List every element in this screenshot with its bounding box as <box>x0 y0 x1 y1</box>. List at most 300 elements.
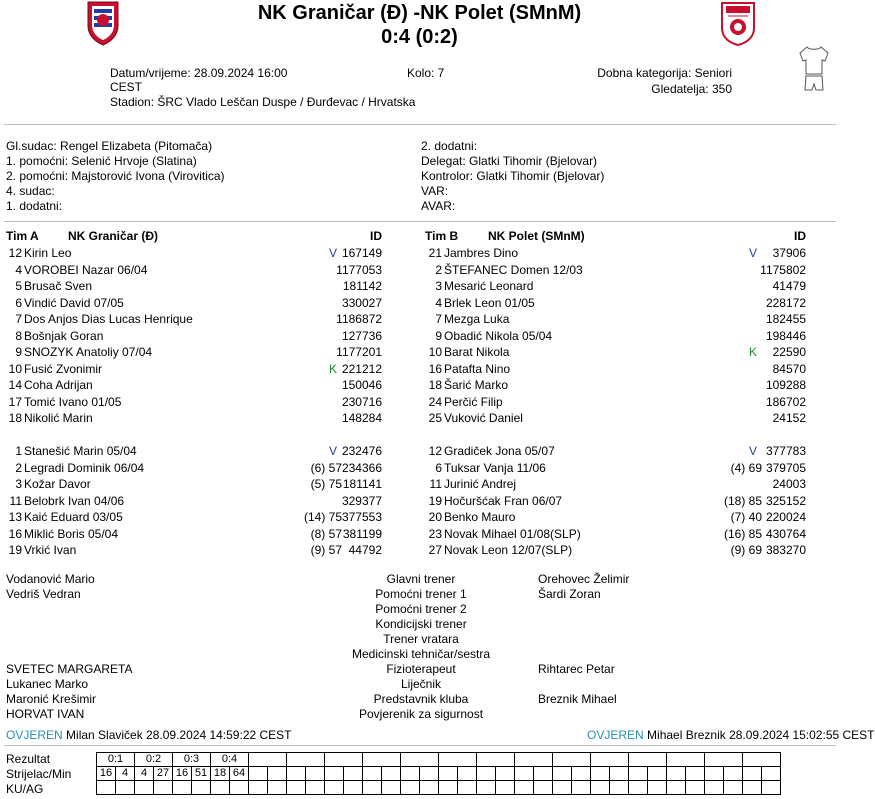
score-cell <box>287 753 325 767</box>
scorer-cell <box>610 767 629 781</box>
player-row <box>0 542 400 558</box>
player-id: 44792 <box>348 543 382 557</box>
player-row <box>420 476 820 492</box>
score-cell <box>667 753 705 767</box>
scorer-cell <box>325 767 344 781</box>
staff-role: Predstavnik kluba <box>373 692 469 706</box>
player-number: 9 <box>435 328 442 343</box>
card-cell <box>686 781 705 795</box>
card-cell <box>325 781 344 795</box>
player-id: 330027 <box>341 295 382 310</box>
staff-home: HORVAT IVAN <box>6 707 85 721</box>
card-cell <box>211 781 230 795</box>
card-cell <box>344 781 363 795</box>
player-id: 186702 <box>765 394 806 409</box>
score-cell <box>249 753 287 767</box>
player-number: 14 <box>8 378 22 392</box>
player-name: Nikolić Marin <box>24 411 93 425</box>
verification-right <box>587 728 875 743</box>
scorer-cell: 16 <box>97 767 116 781</box>
staff-role: Kondicijski trener <box>375 617 467 631</box>
player-name: Šarić Marko <box>444 378 509 392</box>
player-row <box>420 460 820 476</box>
staff-role: Trener vratara <box>383 632 459 646</box>
player-name: Jambres Dino <box>444 246 519 260</box>
player-number: 13 <box>8 510 22 524</box>
substitution-info: (7) 40 <box>730 510 762 524</box>
scorer-cell <box>287 767 306 781</box>
official: 2. pomoćni: Majstorović Ivona (Virovitica) <box>6 169 225 183</box>
score-cell: 0:3 <box>173 753 211 767</box>
player-name: Hočuršćak Fran 06/07 <box>444 493 563 508</box>
score-cell <box>515 753 553 767</box>
verified-text: Mihael Breznik 28.09.2024 15:02:55 CEST <box>647 728 875 742</box>
substitution-info: (8) 57 <box>310 526 342 541</box>
player-name: Vrkić Ivan <box>24 543 77 557</box>
player-row <box>420 262 820 278</box>
staff-home: SVETEC MARGARETA <box>6 662 133 676</box>
player-row <box>420 361 820 377</box>
player-name: Tuksar Vanja 11/06 <box>444 460 546 475</box>
player-number: 7 <box>435 312 442 326</box>
team-b-label: Tim B <box>425 229 459 243</box>
team-a-name: NK Graničar (Đ) <box>68 229 159 243</box>
player-number: 8 <box>15 328 22 343</box>
player-number: 2 <box>15 460 22 475</box>
substitution-info: (16) 85 <box>723 526 762 541</box>
player-name: Brlek Leon 01/05 <box>444 295 535 310</box>
player-id: 22590 <box>772 345 806 359</box>
player-id: 41479 <box>772 279 806 293</box>
player-name: SNOZYK Anatoliy 07/04 <box>24 345 153 359</box>
staff-home: Lukanec Marko <box>6 677 89 691</box>
player-id: 1175802 <box>760 262 806 277</box>
player-name: Jurinić Andrej <box>444 477 517 491</box>
staff-role: Povjerenik za sigurnost <box>358 707 484 721</box>
official: Delegat: Glatki Tihomir (Bjelovar) <box>421 154 598 168</box>
player-row <box>0 460 400 476</box>
goalkeeper-marker: V <box>328 246 337 260</box>
card-cell <box>724 781 743 795</box>
player-id: 329377 <box>341 493 382 508</box>
substitution-info: (9) 69 <box>730 543 762 557</box>
card-cell <box>420 781 439 795</box>
player-name: Mesarić Leonard <box>444 279 534 293</box>
player-id: 181142 <box>342 279 382 293</box>
player-id: 37906 <box>772 246 806 260</box>
scorer-cell <box>401 767 420 781</box>
player-number: 23 <box>428 526 442 541</box>
scorer-cell <box>306 767 325 781</box>
card-cell <box>268 781 287 795</box>
substitution-info: (18) 85 <box>723 493 762 508</box>
staff-role: Glavni trener <box>386 572 456 586</box>
player-row <box>420 245 820 261</box>
player-number: 19 <box>428 493 442 508</box>
player-id: 379705 <box>765 460 806 475</box>
card-cell <box>97 781 116 795</box>
match-stadium: Stadion: ŠRC Vlado Leščan Duspe / Đurđevac / Hrvatska <box>110 95 416 109</box>
scorer-cell <box>344 767 363 781</box>
player-number: 18 <box>428 378 442 392</box>
player-id: 220024 <box>765 510 806 524</box>
official: AVAR: <box>421 199 456 213</box>
player-row <box>420 509 820 525</box>
card-cell <box>306 781 325 795</box>
staff-away: Rihtarec Petar <box>538 662 615 676</box>
card-cell <box>572 781 591 795</box>
player-id: 232476 <box>341 444 382 458</box>
staff-away: Breznik Mihael <box>538 692 617 706</box>
substitution-info: (5) 75 <box>310 477 342 491</box>
player-name: Novak Leon 12/07(SLP) <box>444 543 573 557</box>
card-cell <box>458 781 477 795</box>
divider <box>4 124 836 125</box>
player-name: Mezga Luka <box>444 312 510 326</box>
player-id: 1186872 <box>336 312 382 326</box>
scorer-cell <box>458 767 477 781</box>
scorer-cell <box>572 767 591 781</box>
official: VAR: <box>421 184 449 198</box>
goalkeeper-marker: V <box>748 444 757 458</box>
score-cell: 0:4 <box>211 753 249 767</box>
score-cell <box>553 753 591 767</box>
player-number: 4 <box>15 262 22 277</box>
player-row <box>0 295 400 311</box>
scorer-cell <box>724 767 743 781</box>
scorer-cell <box>496 767 515 781</box>
player-id: 377553 <box>341 510 382 524</box>
scorer-cell: 51 <box>192 767 211 781</box>
scorer-cell: 4 <box>135 767 154 781</box>
player-row <box>0 245 400 261</box>
match-score: 0:4 (0:2) <box>381 26 458 48</box>
goalkeeper-marker: V <box>748 246 757 260</box>
card-cell <box>401 781 420 795</box>
official: Gl.sudac: Rengel Elizabeta (Pitomača) <box>6 139 213 153</box>
verified-label: OVJEREN <box>587 728 644 742</box>
match-date: Datum/vrijeme: 28.09.2024 16:00 <box>110 66 288 80</box>
player-number: 11 <box>9 493 22 508</box>
player-number: 25 <box>428 411 442 425</box>
substitution-info: (4) 69 <box>730 460 762 475</box>
official: 1. dodatni: <box>6 199 63 213</box>
player-name: Tomić Ivano 01/05 <box>24 394 122 409</box>
scorer-cell <box>743 767 762 781</box>
staff-away: Šardi Zoran <box>538 587 601 601</box>
player-name: Gradiček Jona 05/07 <box>444 444 555 458</box>
scorer-cell <box>477 767 496 781</box>
player-name: Legradi Dominik 06/04 <box>24 460 145 475</box>
card-cell <box>154 781 173 795</box>
player-name: Dos Anjos Dias Lucas Henrique <box>24 312 193 326</box>
substitution-info: (14) 75 <box>303 510 342 524</box>
player-row <box>0 509 400 525</box>
player-name: Novak Mihael 01/08(SLP) <box>444 526 581 541</box>
player-row <box>0 361 400 377</box>
staff-role: Liječnik <box>400 677 442 691</box>
player-row <box>0 493 400 509</box>
player-number: 17 <box>8 394 22 409</box>
player-name: Vindić David 07/05 <box>24 295 124 310</box>
scorer-cell: 18 <box>211 767 230 781</box>
score-cell <box>591 753 629 767</box>
player-number: 4 <box>435 295 442 310</box>
age-category: Dobna kategorija: Seniori <box>597 66 732 80</box>
team-a-label: Tim A <box>6 229 39 243</box>
jersey-icon <box>796 44 832 94</box>
player-number: 16 <box>428 361 442 376</box>
player-number: 3 <box>435 279 442 293</box>
scorer-cell <box>534 767 553 781</box>
verification-left <box>6 728 292 743</box>
player-name: Bošnjak Goran <box>24 328 104 343</box>
scorer-label: Strijelac/Min <box>6 767 72 781</box>
captain-marker: K <box>748 345 757 359</box>
player-id: 182455 <box>765 312 806 326</box>
player-name: Kaić Eduard 03/05 <box>24 510 123 524</box>
player-name: Kirin Leo <box>24 246 72 260</box>
scorer-cell <box>762 767 781 781</box>
scorer-cell <box>249 767 268 781</box>
player-name: Benko Mauro <box>444 510 516 524</box>
official: 2. dodatni: <box>421 139 478 153</box>
player-number: 1 <box>15 444 22 458</box>
scorer-cell <box>363 767 382 781</box>
player-id: 234366 <box>341 460 382 475</box>
player-row <box>0 443 400 459</box>
score-cell: 0:1 <box>97 753 135 767</box>
player-row <box>420 344 820 360</box>
result-label: Rezultat <box>6 752 51 766</box>
card-label: KU/AG <box>6 782 44 796</box>
staff-home: Vedriš Vedran <box>6 587 81 601</box>
player-id: 430764 <box>765 526 806 541</box>
card-cell <box>249 781 268 795</box>
card-cell <box>743 781 762 795</box>
scorer-cell <box>420 767 439 781</box>
player-number: 18 <box>8 411 22 425</box>
player-row <box>0 410 400 426</box>
player-id: 221212 <box>341 361 382 376</box>
player-row <box>0 311 400 327</box>
player-number: 7 <box>15 312 22 326</box>
player-row <box>420 328 820 344</box>
official: 1. pomoćni: Selenić Hrvoje (Slatina) <box>6 154 197 168</box>
card-cell <box>382 781 401 795</box>
player-number: 16 <box>8 526 22 541</box>
card-cell <box>629 781 648 795</box>
card-cell <box>515 781 534 795</box>
player-name: Patafta Nino <box>444 361 511 376</box>
card-cell <box>477 781 496 795</box>
goalkeeper-marker: V <box>328 444 337 458</box>
player-id: 198446 <box>765 328 806 343</box>
scorer-cell <box>705 767 724 781</box>
player-id: 230716 <box>341 394 382 409</box>
player-number: 10 <box>428 345 442 359</box>
score-cell <box>325 753 363 767</box>
player-number: 5 <box>15 279 22 293</box>
player-number: 27 <box>428 543 442 557</box>
score-cell <box>477 753 515 767</box>
player-row <box>420 493 820 509</box>
player-row <box>0 394 400 410</box>
scorer-cell <box>382 767 401 781</box>
player-number: 6 <box>435 460 442 475</box>
divider <box>4 745 836 746</box>
result-grid <box>96 752 781 795</box>
player-name: Stanešić Marin 05/04 <box>24 444 137 458</box>
card-cell <box>553 781 572 795</box>
player-id: 127736 <box>341 328 382 343</box>
match-date-tz: CEST <box>110 80 143 94</box>
score-cell: 0:2 <box>135 753 173 767</box>
score-cell <box>629 753 667 767</box>
card-cell <box>192 781 211 795</box>
player-name: Barat Nikola <box>444 345 510 359</box>
player-row <box>420 278 820 294</box>
player-name: Coha Adrijan <box>24 378 93 392</box>
scorer-cell <box>515 767 534 781</box>
player-name: Perčić Filip <box>444 394 503 409</box>
player-row <box>420 377 820 393</box>
player-number: 24 <box>428 394 442 409</box>
card-cell <box>135 781 154 795</box>
scorer-cell <box>591 767 610 781</box>
player-id: 1177053 <box>336 262 382 277</box>
card-cell <box>287 781 306 795</box>
staff-away: Orehovec Želimir <box>538 572 630 586</box>
team-b-name: NK Polet (SMnM) <box>488 229 585 243</box>
staff-home: Maronić Krešimir <box>6 692 97 706</box>
player-number: 6 <box>15 295 22 310</box>
player-id: 381199 <box>342 526 382 541</box>
score-cell <box>743 753 781 767</box>
scorer-cell: 4 <box>116 767 135 781</box>
card-cell <box>230 781 249 795</box>
player-name: Kožar Davor <box>24 477 91 491</box>
player-row <box>420 394 820 410</box>
scorer-cell <box>667 767 686 781</box>
player-id: 148284 <box>341 411 382 425</box>
card-cell <box>439 781 458 795</box>
player-id: 150046 <box>341 378 382 392</box>
player-name: ŠTEFANEC Domen 12/03 <box>444 262 583 277</box>
player-number: 21 <box>428 246 442 260</box>
match-round: Kolo: 7 <box>407 66 445 80</box>
player-number: 12 <box>428 444 442 458</box>
card-cell <box>591 781 610 795</box>
scorer-cell <box>629 767 648 781</box>
official: Kontrolor: Glatki Tihomir (Bjelovar) <box>421 169 605 183</box>
staff-role: Fizioterapeut <box>386 662 456 676</box>
player-id: 325152 <box>765 493 806 508</box>
verified-text: Milan Slaviček 28.09.2024 14:59:22 CEST <box>66 728 292 742</box>
player-row <box>0 328 400 344</box>
card-cell <box>363 781 382 795</box>
player-id: 181141 <box>342 477 382 491</box>
player-name: Vuković Daniel <box>444 411 523 425</box>
scorer-cell: 64 <box>230 767 249 781</box>
team-a-id-header: ID <box>370 229 382 243</box>
player-number: 19 <box>8 543 22 557</box>
player-number: 2 <box>435 262 442 277</box>
staff-home: Vodanović Mario <box>6 572 95 586</box>
player-id: 84570 <box>772 361 806 376</box>
player-row <box>420 295 820 311</box>
scorer-cell <box>439 767 458 781</box>
team-b-id-header: ID <box>794 229 806 243</box>
player-id: 167149 <box>341 246 382 260</box>
scorer-cell <box>686 767 705 781</box>
card-cell <box>762 781 781 795</box>
match-title: NK Graničar (Đ) -NK Polet (SMnM) <box>257 2 582 24</box>
player-row <box>420 542 820 558</box>
player-id: 24152 <box>772 411 806 425</box>
player-id: 24003 <box>772 477 806 491</box>
player-number: 11 <box>429 477 442 491</box>
card-cell <box>705 781 724 795</box>
substitution-info: (9) 57 <box>310 543 342 557</box>
captain-marker: K <box>328 361 337 376</box>
player-row <box>0 476 400 492</box>
card-cell <box>648 781 667 795</box>
staff-role: Pomoćni trener 1 <box>375 587 467 601</box>
player-name: Fusić Zvonimir <box>24 361 103 376</box>
official: 4. sudac: <box>6 184 55 198</box>
scorer-cell <box>553 767 572 781</box>
player-row <box>0 278 400 294</box>
score-cell <box>705 753 743 767</box>
spectators: Gledatelja: 350 <box>651 82 732 96</box>
player-row <box>0 377 400 393</box>
player-number: 10 <box>8 361 22 376</box>
staff-role: Pomoćni trener 2 <box>375 602 467 616</box>
staff-role: Medicinski tehničar/sestra <box>351 647 491 661</box>
player-number: 3 <box>15 477 22 491</box>
scorer-cell: 16 <box>173 767 192 781</box>
player-name: VOROBEI Nazar 06/04 <box>24 262 148 277</box>
player-name: Obadić Nikola 05/04 <box>444 328 553 343</box>
player-row <box>420 410 820 426</box>
substitution-info: (6) 57 <box>310 460 342 475</box>
player-row <box>420 526 820 542</box>
player-row <box>420 311 820 327</box>
card-cell <box>116 781 135 795</box>
card-cell <box>534 781 553 795</box>
player-number: 9 <box>15 345 22 359</box>
scorer-cell <box>648 767 667 781</box>
player-name: Belobrk Ivan 04/06 <box>24 493 125 508</box>
player-id: 228172 <box>765 295 806 310</box>
card-cell <box>610 781 629 795</box>
player-name: Miklić Boris 05/04 <box>24 526 119 541</box>
scorer-cell: 27 <box>154 767 173 781</box>
score-cell <box>439 753 477 767</box>
score-cell <box>401 753 439 767</box>
player-id: 109288 <box>765 378 806 392</box>
player-number: 20 <box>428 510 442 524</box>
scorer-cell <box>268 767 287 781</box>
player-name: Brusač Sven <box>24 279 93 293</box>
player-row <box>0 526 400 542</box>
card-cell <box>173 781 192 795</box>
player-id: 383270 <box>765 543 806 557</box>
divider <box>4 221 836 222</box>
card-cell <box>667 781 686 795</box>
player-id: 377783 <box>765 444 806 458</box>
